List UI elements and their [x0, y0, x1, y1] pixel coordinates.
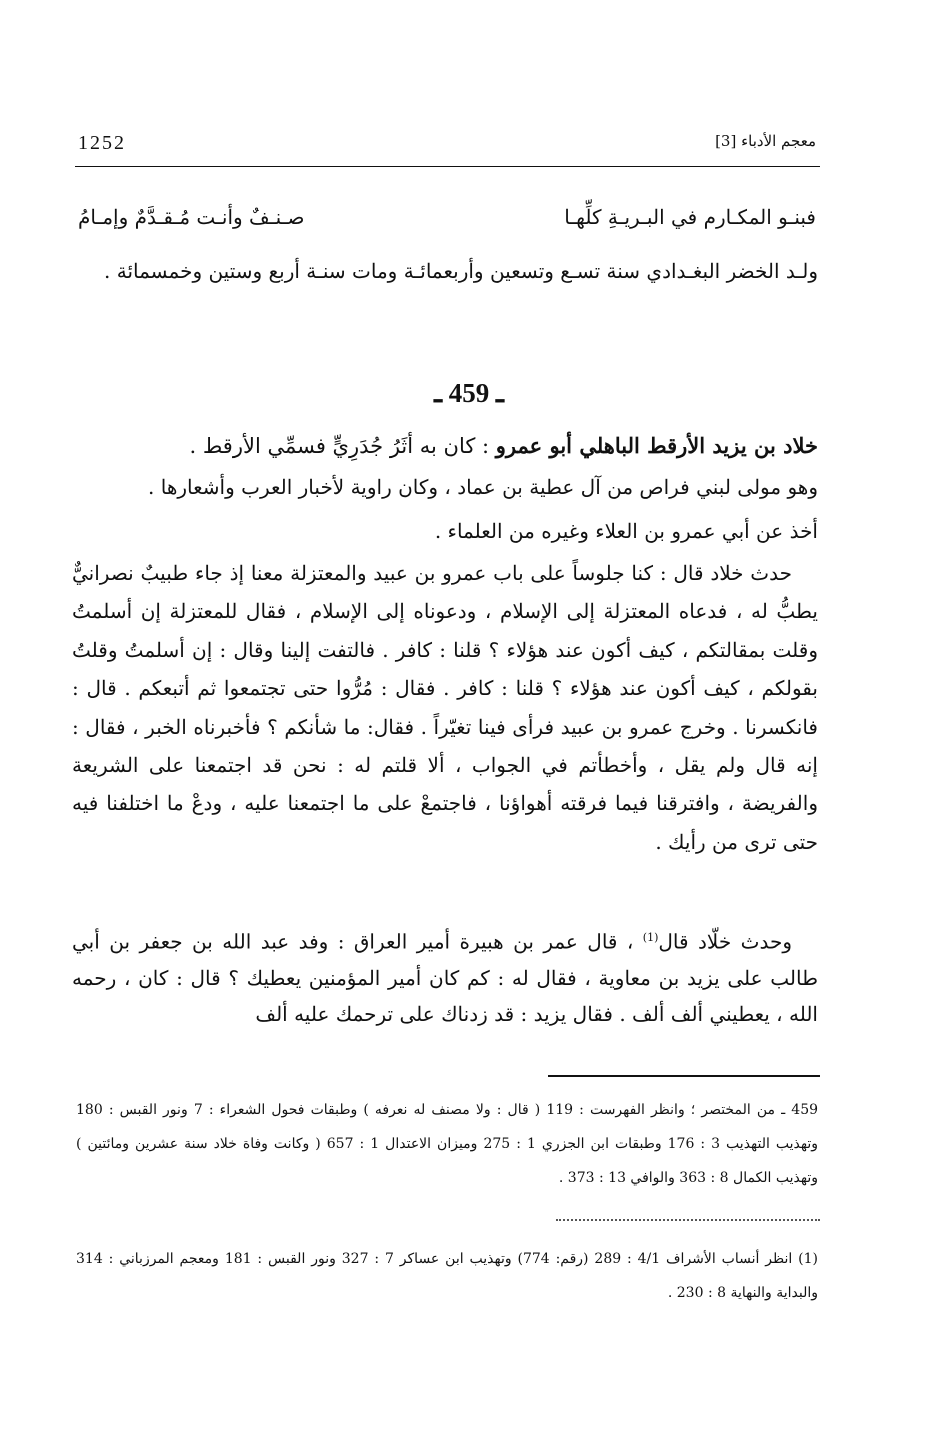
page-number: 1252	[78, 132, 126, 154]
entry-intro-line	[72, 428, 818, 464]
footnote-entry-sources: 459 ـ من المختصر ؛ وانظر الفهرست : 119 ( قال : ولا مصنف له نعرفه ) وطبقات فحول الشعراء : 7 ونور القبس : 180 وتهذيب التهذيب 3 : 176 وطبقات ابن الجزري 1 : 275 وميزان الاعتدال 1 : 657 ( وكانت وفاة خلاد سنة عشرين ومائتين ) وتهذيب الكمال 8 : 363 والوافي 13 : 373 .	[76, 1102, 819, 1186]
entry-subject-name: خلاد بن يزيد الأرقط الباهلي أبو عمرو	[495, 433, 818, 458]
footnote-dotted-divider	[556, 1219, 820, 1221]
footnote-divider	[548, 1075, 820, 1077]
second-anecdote-opening: وحدث خلّاد قال	[658, 929, 792, 954]
entry-anecdote-paragraph: حدث خلاد قال : كنا جلوساً على باب عمرو بن عبيد والمعتزلة معنا إذ جاء طبيبٌ نصرانيٌّ يطبُّ له ، فدعاه المعتزلة إلى الإسلام ، ودعوناه إلى الإسلام ، فقال للمعتزلة إن أسلمتُ وقلت بمقالتكم ، كيف أكون عند هؤلاء ؟ قلنا : كافر . فالتفت إلينا وقال : إن أسلمتُ وقلتُ بقولكم ، كيف أكون عند هؤلاء ؟ قلنا : كافر . فقال : مُرُّوا حتى تجتمعوا ثم أتبعكم . قال : فانكسرنا . وخرج عمرو بن عبيد فرأى فينا تغيّراً . فقال: ما شأنكم ؟ فأخبرناه الخبر ، فقال : إنه قال ولم يقل ، وأخطأتم في الجواب ، ألا قلتم له : نحن قد اجتمعنا على الشريعة والفريضة ، وافترقنا فيما فرقته أهواؤنا ، فاجتمعْ على ما اجتمعنا عليه ، ودعْ ما اختلفنا فيه حتى ترى من رأيك .	[72, 561, 818, 854]
verse-hemistich-second: صـنـفٌ وأنـت مُـقـدَّمٌ وإمـامُ	[78, 205, 305, 229]
entry-number-heading: ـ 459 ـ	[434, 378, 504, 408]
footnote-1: (1) انظر أنساب الأشراف 4/1 : 289 (رقم: 774) وتهذيب ابن عساكر 7 : 327 ونور القبس : 181 ومعجم المرزباني : 314 والبداية والنهاية 8 : 230 .	[76, 1251, 818, 1301]
entry-second-anecdote-paragraph	[72, 920, 818, 1032]
poem-verse	[78, 205, 816, 229]
verse-hemistich-first: فبنـو المكـارم في البـريـةِ كلِّهـا	[564, 205, 816, 229]
entry-intro-text: : كان به أثَرُ جُدَرِيٍّ فسمِّي الأرقط .	[189, 434, 496, 458]
second-anecdote-body: ، قال عمر بن هبيرة أمير العراق : وفد عبد الله بن جعفر بن أبي طالب على يزيد بن معاوية ، فقال له : كم كان أمير المؤمنين يعطيك ؟ قال : كان ، رحمه الله ، يعطيني ألف ألف . فقال يزيد : قد زدناك على ترحمك عليه ألف	[72, 929, 818, 1026]
footnote-reference-1[interactable]: (1)	[642, 931, 659, 944]
entry-patronage-line: وهو مولى لبني فراص من آل عطية بن عماد ، وكان راوية لأخبار العرب وأشعارها .	[148, 475, 818, 499]
entry-teachers-line: أخذ عن أبي عمرو بن العلاء وغيره من العلماء .	[434, 519, 818, 543]
header-divider	[75, 166, 820, 167]
book-title: معجم الأدباء [3]	[715, 132, 816, 150]
previous-entry-closing: ولـد الخضر البغـدادي سنة تسـع وتسعين وأربعمائـة ومات سنـة أربع وستين وخمسمائة .	[104, 259, 818, 283]
